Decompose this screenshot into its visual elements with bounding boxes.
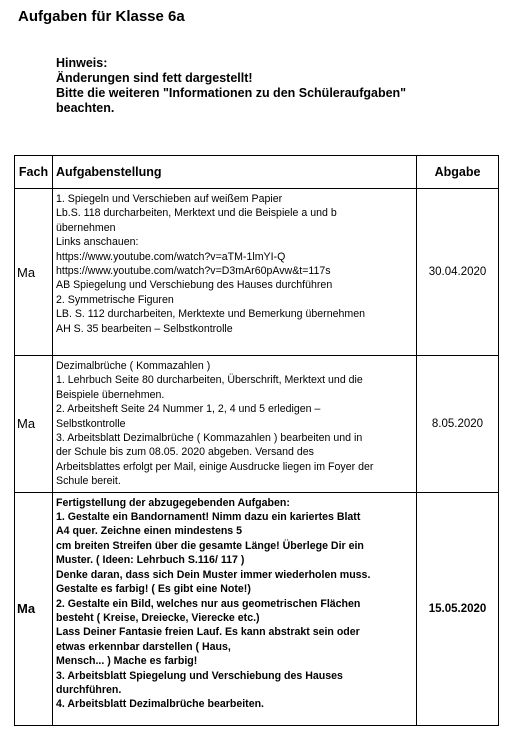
assignments-table — [14, 155, 499, 726]
task-line: 1. Spiegeln und Verschieben auf weißem Papier — [56, 193, 283, 205]
task-cell — [53, 492, 417, 725]
table-header-row — [15, 156, 499, 189]
task-line: 3. Arbeitsblatt Dezimalbrüche ( Kommazahlen ) bearbeiten und in — [56, 432, 363, 445]
column-header-aufgabenstellung: Aufgabenstellung — [53, 156, 417, 189]
notice-line: Bitte die weiteren "Informationen zu den Schüleraufgaben" — [56, 86, 407, 100]
column-header-fach: Fach — [15, 156, 53, 189]
task-line: Schule bereit. — [56, 475, 121, 488]
column-header-abgabe: Abgabe — [417, 156, 499, 189]
subject-cell: Ma — [15, 356, 53, 493]
task-line: 3. Arbeitsblatt Spiegelung und Verschiebung des Hauses — [56, 669, 343, 682]
task-line: Mensch... ) Mache es farbig! — [56, 655, 198, 668]
task-line: 2. Symmetrische Figuren — [56, 293, 174, 306]
task-line: https://www.youtube.com/watch?v=aTM-1lmYI-Q — [56, 250, 286, 263]
task-line: LB. S. 112 durcharbeiten, Merktexte und Bemerkung übernehmen — [56, 308, 365, 321]
task-line: Lass Deiner Fantasie freien Lauf. Es kann abstrakt sein oder — [56, 626, 360, 639]
task-line: 1. Lehrbuch Seite 80 durcharbeiten, Überschrift, Merktext und die — [56, 374, 363, 387]
task-line: 2. Gestalte ein Bild, welches nur aus geometrischen Flächen — [56, 597, 361, 610]
notice-block — [56, 56, 406, 116]
task-line: https://www.youtube.com/watch?v=D3mAr60pAvw&t=117s — [56, 265, 331, 278]
task-line: Gestalte es farbig! ( Es gibt eine Note!) — [56, 583, 251, 596]
notice-line: beachten. — [56, 101, 115, 115]
task-line: Selbstkontrolle — [56, 417, 126, 430]
page-title: Aufgaben für Klasse 6a — [18, 8, 185, 25]
task-line: Lb.S. 118 durcharbeiten, Merktext und die Beispiele a und b — [56, 207, 337, 220]
task-line: Beispiele übernehmen. — [56, 388, 165, 401]
task-line: AH S. 35 bearbeiten – Selbstkontrolle — [56, 322, 233, 335]
notice-line: Hinweis: — [56, 56, 108, 70]
task-line: Denke daran, dass sich Dein Muster immer wiederholen muss. — [56, 568, 371, 581]
subject-cell: Ma — [15, 189, 53, 356]
task-line: durchführen. — [56, 683, 122, 696]
subject-cell: Ma — [15, 492, 53, 725]
task-line: der Schule bis zum 08.05. 2020 abgeben. Versand des — [56, 446, 314, 459]
task-cell — [53, 356, 417, 493]
task-line: 2. Arbeitsheft Seite 24 Nummer 1, 2, 4 und 5 erledigen – — [56, 403, 321, 416]
due-date-cell: 15.05.2020 — [417, 492, 499, 725]
task-line: Arbeitsblattes erfolgt per Mail, einige Ausdrucke liegen im Foyer der — [56, 460, 374, 473]
task-line: Dezimalbrüche ( Kommazahlen ) — [56, 360, 211, 372]
table-row — [15, 189, 499, 356]
task-line: Links anschauen: — [56, 236, 139, 249]
due-date-cell: 8.05.2020 — [417, 356, 499, 493]
task-line: 1. Gestalte ein Bandornament! Nimm dazu ein kariertes Blatt — [56, 511, 361, 524]
task-line: A4 quer. Zeichne einen mindestens 5 — [56, 525, 243, 538]
due-date-cell: 30.04.2020 — [417, 189, 499, 356]
task-line: übernehmen — [56, 221, 116, 234]
task-line: etwas erkennbar darstellen ( Haus, — [56, 640, 231, 653]
task-line: 4. Arbeitsblatt Dezimalbrüche bearbeiten. — [56, 698, 265, 711]
table-row — [15, 492, 499, 725]
task-line: AB Spiegelung und Verschiebung des Hauses durchführen — [56, 279, 333, 292]
table-row — [15, 356, 499, 493]
task-line: besteht ( Kreise, Dreiecke, Vierecke etc.) — [56, 611, 260, 624]
task-line: Fertigstellung der abzugegebenden Aufgaben: — [56, 496, 290, 509]
notice-line: Änderungen sind fett dargestellt! — [56, 71, 253, 85]
task-line: cm breiten Streifen über die gesamte Länge! Überlege Dir ein — [56, 539, 364, 552]
task-cell — [53, 189, 417, 356]
task-line: Muster. ( Ideen: Lehrbuch S.116/ 117 ) — [56, 554, 245, 567]
